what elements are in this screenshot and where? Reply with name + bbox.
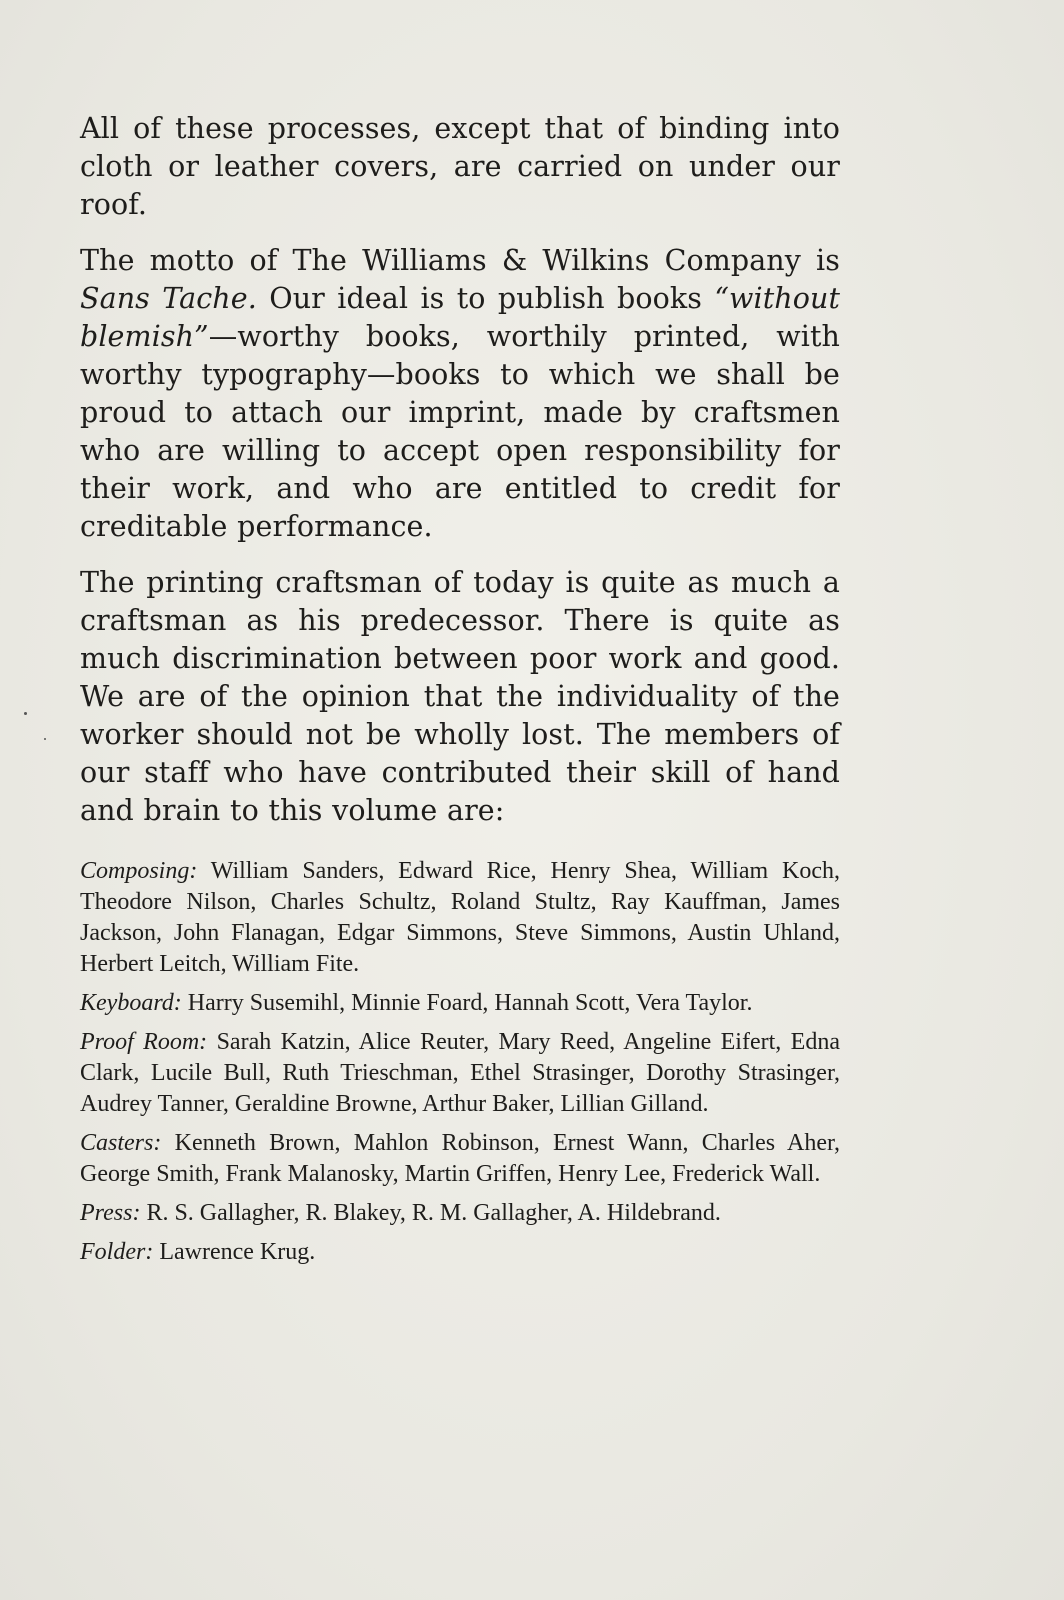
credit-role: Proof Room: <box>80 1029 208 1055</box>
paragraph-text: All of these processes, except that of binding into cloth or leather covers, are carried on under our roof. <box>80 112 840 221</box>
paragraph-motto <box>80 242 840 546</box>
paragraph-text: Our ideal is to publish books <box>256 282 715 315</box>
paragraph-text: The motto of The Williams & Wilkins Company is <box>80 244 840 277</box>
credit-names: R. S. Gallagher, R. Blakey, R. M. Gallagher, A. Hildebrand. <box>146 1200 721 1226</box>
credit-names: Kenneth Brown, Mahlon Robinson, Ernest Wann, Charles Aher, George Smith, Frank Malanosky, Martin Griffen, Henry Lee, Frederick Wall. <box>80 1130 841 1187</box>
staff-credits <box>80 856 840 1268</box>
credit-proof-room <box>80 1027 840 1120</box>
credit-names: Harry Susemihl, Minnie Foard, Hannah Scott, Vera Taylor. <box>187 990 753 1016</box>
paragraph-text: —worthy books, worthily printed, with worthy typography—books to which we shall be proud to attach our imprint, made by craftsmen who are willing to accept open responsibility for their work, and who are entitled to credit for creditable performance. <box>80 320 840 543</box>
paragraph-processes <box>80 110 840 224</box>
quoted-phrase: “without blemish” <box>80 282 840 353</box>
credit-names: Sarah Katzin, Alice Reuter, Mary Reed, Angeline Eifert, Edna Clark, Lucile Bull, Ruth Trieschman, Ethel Strasinger, Dorothy Strasinger, Audrey Tanner, Geraldine Browne, Arthur Baker, Lillian Gilland. <box>80 1029 840 1117</box>
credit-press <box>80 1198 840 1229</box>
credit-keyboard <box>80 988 840 1019</box>
credit-composing <box>80 856 840 980</box>
credit-role: Composing: <box>80 858 198 884</box>
credit-names: Lawrence Krug. <box>159 1239 316 1265</box>
credit-role: Casters: <box>80 1130 162 1156</box>
paper-speck <box>44 738 46 740</box>
paper-speck <box>24 712 27 715</box>
paragraph-text: The printing craftsman of today is quite as much a craftsman as his predecessor. There is quite as much discrimination between poor work and good. We are of the opinion that the individuality of the worker should not be wholly lost. The members of our staff who have contributed their skill of hand and brain to this volume are: <box>80 566 840 827</box>
credit-role: Keyboard: <box>80 990 182 1016</box>
credit-names: William Sanders, Edward Rice, Henry Shea, William Koch, Theodore Nilson, Charles Schultz, Roland Stultz, Ray Kauffman, James Jackson, John Flanagan, Edgar Simmons, Steve Simmons, Austin Uhland, Herbert Leitch, William Fite. <box>80 858 840 977</box>
paragraph-craftsman <box>80 564 840 830</box>
motto-text: Sans Tache. <box>80 282 257 315</box>
credit-casters <box>80 1128 840 1190</box>
credit-role: Press: <box>80 1200 141 1226</box>
credit-folder <box>80 1237 840 1268</box>
credit-role: Folder: <box>80 1239 154 1265</box>
book-page <box>80 110 840 1276</box>
